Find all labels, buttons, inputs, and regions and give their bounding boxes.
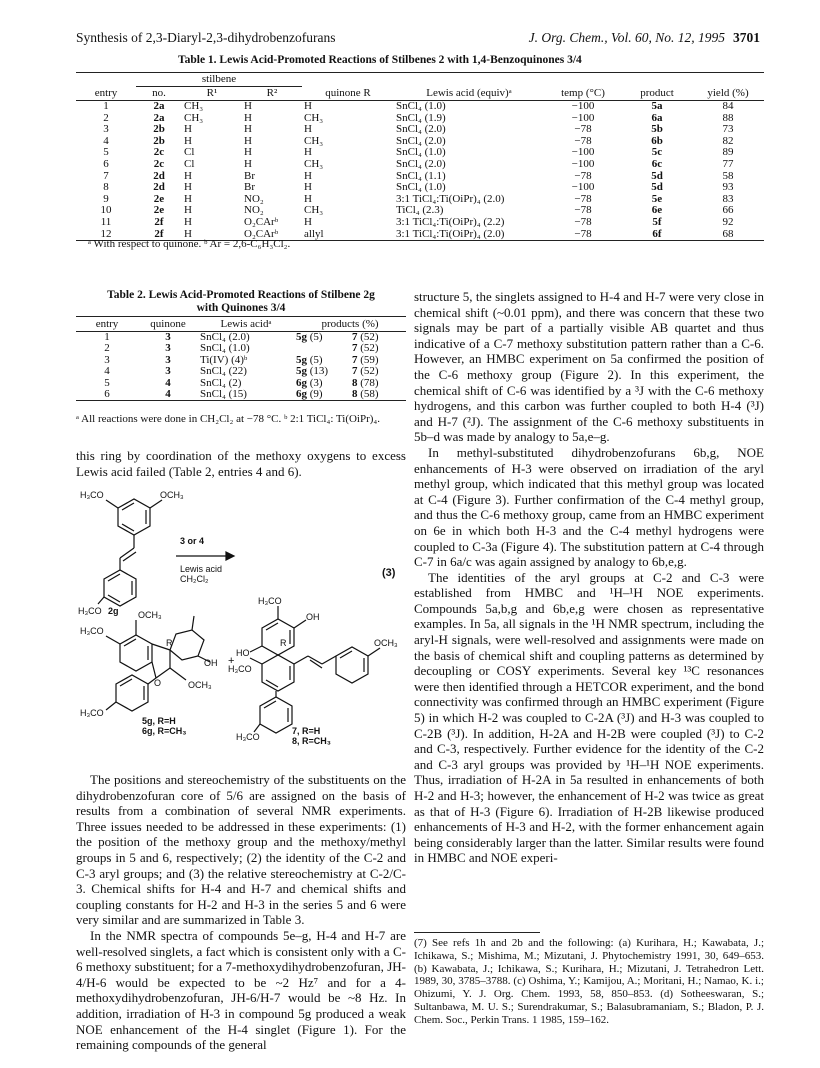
table-row (76, 182, 764, 194)
table2-col-lewis-acid: Lewis acidᵃ (198, 317, 294, 332)
table-cell: 68 (722, 227, 734, 240)
table-cell: H (244, 134, 252, 147)
table-cell: −100 (571, 157, 595, 170)
table-cell: 6e (651, 204, 663, 217)
table-cell: 3 (165, 353, 171, 366)
table-cell: 6g (3) (296, 376, 323, 389)
table-cell: H (304, 100, 312, 112)
product2-right-ring (336, 647, 368, 683)
label-8: 8, R=CH₃ (292, 736, 331, 746)
table-cell: 2c (153, 157, 165, 170)
table-cell: 93 (722, 181, 734, 194)
table-row (76, 101, 764, 113)
table-cell: 3:1 TiCl₄:Ti(OiPr)₄ (2.0) (396, 192, 505, 205)
table-cell: 5g (5) (296, 331, 323, 343)
table-cell: H (304, 123, 312, 136)
table-cell: H (304, 192, 312, 205)
table-cell: 11 (100, 215, 112, 228)
table-cell: 3 (165, 365, 171, 378)
reagent-solvent: CH₂Cl₂ (180, 574, 209, 584)
table-cell: Ti(IV) (4)ᵇ (200, 353, 248, 366)
table-cell: H (304, 169, 312, 182)
table-cell: CH₃ (184, 100, 204, 112)
table-cell: Br (244, 169, 255, 182)
table-cell: −78 (574, 227, 592, 240)
table-cell: 5 (104, 376, 110, 389)
scheme-oh-1: OH (204, 658, 218, 668)
scheme-h3co-4: H₃CO (80, 708, 104, 718)
paragraph: structure 5, the singlets assigned to H-4 and H-7 were very close in chemical shift (~0.01 ppm), and there was concern that these two signals may be part of a partially visible AB quartet and thus indicative of a C-7 methoxy substitution pattern rather than a C-6. However, an HMBC experiment on 5a confirmed the position of the C-6 methoxy group (Figure 2). In this experiment, the chemical shift of C-6 was identified by a ³J with the C-6 methoxy hydrogens, and this carbon was further coupled to both H-4 (³J) and H-7 (²J). The assignment of the C-6 methoxy substituents in 5b–d was made by analogy to 5a,e–g. (414, 289, 764, 445)
table-cell: SnCl₄ (15) (200, 388, 247, 401)
table-cell: 8 (58) (352, 388, 379, 401)
page-number: 3701 (733, 30, 760, 45)
table-cell: −78 (574, 192, 592, 205)
paragraph: this ring by coordination of the methoxy oxygens to excess Lewis acid failed (Table 2, entries 4 and 6). (76, 448, 406, 479)
table-cell: SnCl₄ (1.0) (396, 181, 446, 194)
table-cell: H (244, 100, 252, 112)
table-cell: −78 (574, 169, 592, 182)
table-cell: 7 (103, 169, 109, 182)
table-cell: O₂CArᵇ (244, 227, 279, 240)
reagent-lewis-acid: Lewis acid (180, 564, 223, 574)
table-cell: Cl (184, 157, 195, 170)
table-cell: 5c (651, 146, 663, 159)
table-cell: −100 (571, 100, 595, 112)
table-cell: 3:1 TiCl₄:Ti(OiPr)₄ (2.2) (396, 215, 505, 228)
table-cell: H (244, 146, 252, 159)
table1-footnote: ᵃ With respect to quinone. ᵇ Ar = 2,6-C₆H₃Cl₂. (88, 238, 291, 250)
table-cell: 1 (104, 331, 110, 343)
table1-col-header: R² (242, 87, 302, 101)
table-cell: 3 (165, 331, 171, 343)
table-cell: CH₃ (184, 111, 204, 124)
table-cell: 6b (651, 134, 663, 147)
table1-col-header: Lewis acid (equiv)ᵃ (394, 87, 544, 101)
table-cell: −78 (574, 134, 592, 147)
table-cell: 4 (103, 134, 109, 147)
scheme-och3-3: OCH₃ (188, 680, 212, 690)
scheme-r-1: R (166, 638, 173, 648)
table-cell: 8 (103, 181, 109, 194)
table-cell: 2c (153, 146, 165, 159)
table-cell: 5d (651, 181, 663, 194)
table-cell: H (184, 134, 192, 147)
table-cell: −100 (571, 181, 595, 194)
table-cell: 2 (104, 342, 110, 355)
table-cell: CH₃ (304, 134, 324, 147)
table-cell: H (184, 227, 192, 240)
paragraph: In the NMR spectra of compounds 5e–g, H-4 and H-7 are well-resolved singlets, a fact which is consistent only with a C-6 methoxy substituent; for a 7-methoxydihydrobenzofuran, JH-4/H-6 would be expected to be ~2 Hz⁷ and for a 4-methoxydihydrobenzofuran, JH-6/H-7 would be ~8 Hz. In addition, irradiation of H-3 in compound 5g produced a weak NOE enhancement of the H-4 singlet (Figure 1). For the remaining compounds of the general (76, 927, 406, 1053)
paragraph: In methyl-substituted dihydrobenzofurans 6b,g, NOE enhancements of H-3 were observed on irradiation of the aryl methyl group, which indicated that this methyl group was located at C-4 (Figure 3). Further confirmation of the C-4 methyl group, and thus the C-6 methoxy group, came from an HMBC experiment on 6e in which both H-3 and the C-4 methyl hydrogens were coupled to C-3a (Figure 4). The substitution pattern at C-4 through C-7 in 6a/c was again assigned by analogy to 6b,e,g. (414, 444, 764, 570)
table-cell: 6c (651, 157, 663, 170)
table-cell: 66 (722, 204, 734, 217)
table-cell: 58 (722, 169, 734, 182)
table-cell: TiCl₄ (2.3) (396, 204, 444, 217)
table-cell: 3 (103, 123, 109, 136)
table-cell: 77 (722, 157, 734, 170)
table-cell: 5g (5) (296, 353, 323, 366)
table1 (76, 72, 764, 241)
scheme-plus: + (228, 655, 235, 667)
table-cell: −78 (574, 215, 592, 228)
table-cell: 2e (153, 192, 165, 205)
label-5g: 5g, R=H (142, 716, 176, 726)
table-cell: 4 (165, 388, 171, 401)
table2-footnote: ᵃ All reactions were done in CH₂Cl₂ at −78 °C. ᵇ 2:1 TiCl₄: Ti(OiPr)₄. (76, 413, 381, 425)
table-cell: 5a (651, 100, 663, 112)
table-cell: CH₃ (304, 204, 324, 217)
table1-col-header: product (622, 87, 692, 101)
table-cell: 2a (153, 100, 165, 112)
product2-middle-ring (262, 655, 294, 691)
table-cell: 2b (153, 134, 165, 147)
table-cell: −100 (571, 111, 595, 124)
table-cell: NO₂ (244, 204, 264, 217)
table-cell: 12 (100, 227, 112, 240)
table-cell: SnCl₄ (22) (200, 365, 247, 378)
table-cell: 3:1 TiCl₄:Ti(OiPr)₄ (2.0) (396, 227, 505, 240)
table-cell: NO₂ (244, 192, 264, 205)
left-column-intro (76, 448, 406, 479)
table-cell: H (184, 204, 192, 217)
table-cell: 5b (651, 123, 663, 136)
table-cell: 7 (52) (352, 365, 379, 378)
table-cell: 88 (722, 111, 734, 124)
table-cell: 2a (153, 111, 165, 124)
table-cell: H (184, 192, 192, 205)
table-row (76, 389, 406, 401)
table-cell: SnCl₄ (2.0) (396, 123, 446, 136)
table-cell: SnCl₄ (1.0) (200, 342, 250, 355)
table-cell: 6 (103, 157, 109, 170)
table2-title-line1: Table 2. Lewis Acid-Promoted Reactions of Stilbene 2g (107, 289, 375, 301)
table-cell: SnCl₄ (1.0) (396, 100, 446, 112)
left-column-body (76, 772, 406, 1053)
table2-col-products: products (%) (294, 317, 406, 332)
table-row (76, 217, 764, 229)
table-row (76, 159, 764, 171)
table2-title (76, 289, 406, 315)
2g-ring-top (118, 499, 150, 535)
footnote-rule (414, 932, 540, 933)
scheme-h3co-1: H₃CO (80, 490, 104, 500)
table-cell: 2d (153, 169, 165, 182)
table-cell: 6g (9) (296, 388, 323, 401)
right-column-body (414, 289, 764, 866)
scheme-oh-2: OH (306, 612, 320, 622)
scheme-h3co-5: H₃CO (258, 596, 282, 606)
table-cell: 5f (652, 215, 662, 228)
table-cell: −100 (571, 146, 595, 159)
table-cell: 2b (153, 123, 165, 136)
scheme-h3co-7: H₃CO (236, 732, 260, 742)
table2-col-quinone: quinone (138, 317, 198, 332)
product-aryl-lower (116, 675, 148, 711)
table-cell: H (244, 111, 252, 124)
table-cell: 9 (103, 192, 109, 205)
table-cell: SnCl₄ (1.1) (396, 169, 446, 182)
table-cell: 4 (165, 376, 171, 389)
footnote-7: (7) See refs 1h and 2b and the following: (a) Kurihara, H.; Kawabata, J.; Ichikawa, S.; Mishima, M.; Mizutani, J. Phytochemistry 1991, 30, 649–653. (b) Kawabata, J.; Ichikawa, S.; Kurihara, H.; Mizutani, J. Tetrahedron Lett. 1989, 30, 3785–3788. (c) Oshima, Y.; Kamijou, A.; Moritani, H.; Namao, K. i.; Ohizumi, Y. J. Org. Chem. 1993, 58, 850–853. (d) Sotheeswaran, S.; Sultanbawa, M. U. S.; Surendrakumar, S.; Balasubramaniam, S.; Bladon, P. J. Chem. Soc., Perkin Trans. 1 1985, 159–162. (414, 937, 764, 1026)
scheme-o-ring: O (154, 678, 162, 688)
table-cell: SnCl₄ (2.0) (396, 157, 446, 170)
table1-col-header: no. (136, 87, 182, 101)
table-cell: 8 (78) (352, 376, 379, 389)
product-aryl-upper (170, 630, 204, 660)
table-cell: CH₃ (304, 157, 324, 170)
scheme-h3co-2: H₃CO (78, 606, 102, 616)
label-6g: 6g, R=CH₃ (142, 726, 187, 736)
table-cell: 84 (722, 100, 734, 112)
table2 (76, 316, 406, 401)
scheme-ho: HO (236, 648, 250, 658)
table1-col-header: yield (%) (692, 87, 764, 101)
table-cell: SnCl₄ (2.0) (200, 331, 250, 343)
table-cell: SnCl₄ (1.9) (396, 111, 446, 124)
scheme-h3co-6: H₃CO (228, 664, 252, 674)
table-cell: 83 (722, 192, 734, 205)
table-cell: 7 (59) (352, 353, 379, 366)
table-cell: Br (244, 181, 255, 194)
table-cell: 10 (100, 204, 112, 217)
table-cell: −78 (574, 204, 592, 217)
compound-2g-label: 2g (108, 606, 119, 616)
table-cell: H (184, 181, 192, 194)
table-cell: H (304, 146, 312, 159)
table-cell: 6a (651, 111, 663, 124)
table-cell: 89 (722, 146, 734, 159)
product2-lower-ring (260, 697, 292, 733)
label-7: 7, R=H (292, 726, 321, 736)
table-cell: 4 (104, 365, 110, 378)
table1-title: Table 1. Lewis Acid-Promoted Reactions of Stilbenes 2 with 1,4-Benzoquinones 3/4 (178, 54, 582, 66)
table1-group-header: stilbene (136, 73, 302, 87)
table-cell: O₂CArᵇ (244, 215, 279, 228)
table-cell: 2 (103, 111, 109, 124)
journal-citation: J. Org. Chem., Vol. 60, No. 12, 1995 (528, 30, 725, 45)
table1-col-header: R¹ (182, 87, 242, 101)
2g-ring-bottom (104, 570, 136, 606)
table2-col-entry: entry (76, 317, 138, 332)
scheme-och3-4: OCH₃ (374, 638, 398, 648)
table-cell: 2f (154, 215, 164, 228)
table-cell: 2f (154, 227, 164, 240)
product-benzo-ring (120, 635, 152, 671)
table-cell: SnCl₄ (2) (200, 376, 242, 389)
table-cell: −78 (574, 123, 592, 136)
table-cell: Cl (184, 146, 195, 159)
scheme-och3-1: OCH₃ (160, 490, 184, 500)
table-cell: 2d (153, 181, 165, 194)
table-cell: 7 (52) (352, 331, 379, 343)
table-cell: H (304, 215, 312, 228)
table-cell: SnCl₄ (1.0) (396, 146, 446, 159)
product2-upper-ring (262, 619, 294, 655)
table1-col-header: temp (°C) (544, 87, 622, 101)
table-cell: 73 (722, 123, 734, 136)
scheme-h3co-3: H₃CO (80, 626, 104, 636)
table-cell: 7 (52) (352, 342, 379, 355)
reagent-top: 3 or 4 (180, 536, 205, 546)
table-cell: 1 (103, 100, 109, 112)
running-header-journal (529, 30, 760, 46)
table-cell: 2e (153, 204, 165, 217)
table-cell: H (244, 123, 252, 136)
table-cell: H (184, 169, 192, 182)
reaction-scheme (76, 486, 406, 770)
table-cell: H (184, 123, 192, 136)
table-cell: CH₃ (304, 111, 324, 124)
table-cell: allyl (304, 227, 324, 240)
table1-col-header: quinone R (302, 87, 394, 101)
table-cell: 3 (104, 353, 110, 366)
table1-col-header: entry (76, 87, 136, 101)
table-cell: 3 (165, 342, 171, 355)
table-cell: SnCl₄ (2.0) (396, 134, 446, 147)
paragraph: The identities of the aryl groups at C-2 and C-3 were established from HMBC and ¹H–¹H NOE experiments. Compounds 5a,b,g and 6b,e,g were chosen as representative examples. In 5a, all signals in the ¹H NMR spectrum, including the aryl-H signals, were well-resolved and assignments were made on the basis of chemical shift and coupling patterns as determined by decoupling or COSY experiments. Several key ¹³C resonances were then identified through a HETCOR experiment, and the bond connectivity was confirmed through an HMBC experiment (Figure 5) in which H-2 was coupled to C-2A (³J) and H-3 was coupled to C-2B (³J). In addition, H-2A and H-2B were coupled (³J) to C-2 and C-3, respectively. Further evidence for the identity of the C-2 and C-3 aryl groups was provided by ¹H–¹H NOE experiments. Thus, irradiation of H-2A in 5a resulted in enhancements of both H-2 and H-3; however, the enhancement of H-2 was twice as great as that of H-3 (Figure 6). Irradiation of H-2B likewise produced enhancements of H-3 and H-2, with the former enhancement again being considerably larger than the latter. Similar results were found in HMBC and NOE experi- (414, 569, 764, 866)
table-cell: H (184, 215, 192, 228)
scheme-och3-2: OCH₃ (138, 610, 162, 620)
running-header-title: Synthesis of 2,3-Diaryl-2,3-dihydrobenzofurans (76, 30, 336, 45)
table2-title-line2: with Quinones 3/4 (196, 302, 286, 314)
scheme-r-2: R (280, 638, 287, 648)
table-cell: H (244, 157, 252, 170)
equation-number: (3) (382, 567, 396, 579)
table-cell: H (304, 181, 312, 194)
table-cell: 5g (13) (296, 365, 329, 378)
table-cell: 6f (652, 227, 662, 240)
table-cell: 6 (104, 388, 110, 401)
table-cell: 82 (722, 134, 734, 147)
table-cell: 5e (651, 192, 663, 205)
table-cell: 5 (103, 146, 109, 159)
table-cell: 5d (651, 169, 663, 182)
table-cell: 92 (722, 215, 734, 228)
paragraph: The positions and stereochemistry of the substituents on the dihydrobenzofuran core of 5/6 are assigned on the basis of results from a combination of several NMR experiments. Three issues needed to be addressed in these experiments: (1) the position of the methoxy group and the methoxy/methyl groups in 5 and 6, respectively; (2) the identity of the C-2 and C-3 aryl groups; and (3) the relative stereochemistry at C-2/C-3. Chemical shifts for H-4 and H-7 and chemical shifts and coupling constants for H-2 and H-3 in the series 5 and 6 were very similar and are summarized in Table 3. (76, 772, 406, 928)
